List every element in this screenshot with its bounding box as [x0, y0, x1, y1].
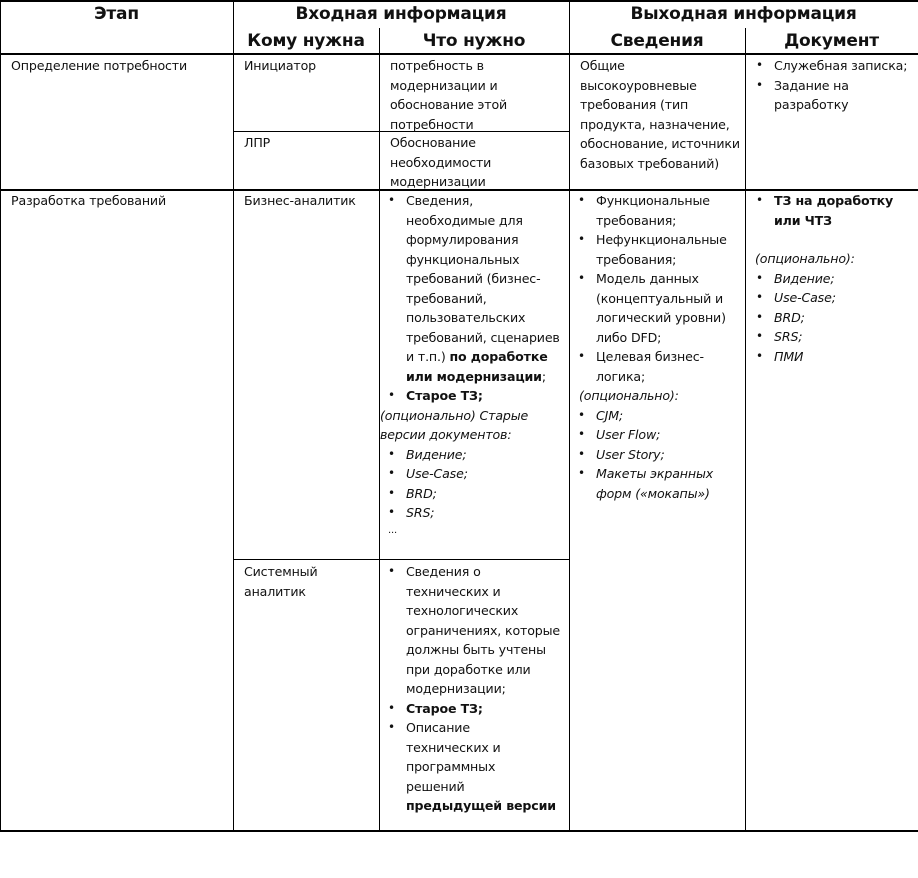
bullet-icon: •	[756, 193, 763, 207]
header-output: Выходная информация	[630, 4, 857, 24]
optional-list	[752, 269, 912, 367]
bullet-icon: •	[388, 485, 395, 500]
list-item-text: BRD;	[774, 309, 805, 325]
bullet-icon: •	[578, 427, 585, 441]
list-item-text: Сведения, необходимые для формулирования функциональных требований (бизнес-требований, пользовательских требований, сценариев и т.п.)	[406, 193, 560, 364]
list-item-text: Сведения о технических и технологических ограничениях, которые должны быть учтены при доработке или модернизации;	[406, 564, 560, 696]
document-list	[752, 191, 912, 230]
header-who: Кому нужна	[247, 31, 365, 51]
list-item	[574, 347, 742, 386]
header-stage: Этап	[94, 4, 139, 24]
list-item-text: Use-Case;	[774, 290, 836, 305]
list-item-text: Нефункциональные требования;	[596, 232, 727, 267]
list-item-text: Модель данных (концептуальный и логический уровни) либо DFD;	[596, 271, 726, 345]
what-cell: потребность в модернизации и обоснование этой потребности	[390, 58, 508, 132]
list-item-text: Целевая бизнес-логика;	[596, 349, 704, 384]
optional-list	[574, 406, 742, 504]
who-cell: Инициатор	[244, 58, 316, 73]
document-cell	[752, 56, 912, 115]
list-item-text: ;	[541, 368, 546, 384]
bullet-icon: •	[578, 407, 585, 422]
bullet-icon: •	[578, 193, 585, 207]
bullet-icon: •	[756, 290, 763, 304]
bullet-icon: •	[578, 232, 585, 246]
list-item	[752, 191, 912, 230]
list-item-text: Видение;	[406, 446, 467, 462]
list-item	[384, 445, 562, 465]
list-item	[574, 269, 742, 347]
bullet-icon: •	[578, 349, 585, 363]
list-item-bold-text: Старое ТЗ;	[406, 388, 483, 403]
list-item-text: User Story;	[596, 446, 665, 462]
list-item-text: Функциональные требования;	[596, 193, 710, 228]
optional-note: (опционально):	[579, 388, 679, 403]
list-item	[384, 191, 562, 386]
list-item	[574, 191, 742, 230]
bullet-icon: •	[756, 77, 763, 92]
bullet-icon: •	[756, 329, 763, 343]
bullet-icon: •	[388, 388, 395, 402]
list-item-bold-text: по доработке или модернизации	[406, 349, 548, 384]
info-cell: Общие высокоуровневые требования (тип продукта, назначение, обоснование, источники базовых требований)	[580, 58, 740, 171]
what-list	[384, 562, 562, 816]
header-bottom-border	[0, 53, 918, 55]
optional-note: (опционально):	[755, 251, 855, 266]
document-cell	[752, 191, 912, 366]
header-info: Сведения	[610, 31, 704, 51]
bullet-icon: •	[756, 58, 763, 72]
list-item	[384, 562, 562, 699]
list-item	[384, 718, 562, 816]
list-item-bold-text: Старое ТЗ;	[406, 700, 483, 716]
list-item	[752, 288, 912, 308]
list-item-text: ПМИ	[774, 348, 804, 364]
list-item-text: Макеты экранных форм («мокапы»)	[596, 466, 714, 501]
table-top-border	[0, 0, 918, 2]
column-divider	[233, 0, 234, 832]
bullet-icon: •	[756, 309, 763, 324]
bullet-icon: •	[388, 564, 395, 578]
what-cell	[380, 191, 562, 539]
list-item	[752, 56, 912, 76]
list-item	[574, 445, 742, 465]
list-item	[574, 406, 742, 426]
list-item	[384, 464, 562, 484]
list-item	[384, 503, 562, 523]
bullet-icon: •	[756, 348, 763, 363]
bullet-icon: •	[388, 446, 395, 461]
bullet-icon: •	[388, 700, 395, 715]
list-item-text: User Flow;	[596, 427, 661, 442]
list-item	[574, 425, 742, 445]
list-item	[752, 327, 912, 347]
what-cell: Обоснование необходимости модернизации	[390, 135, 492, 189]
bullet-icon: •	[388, 466, 395, 480]
table-left-border	[0, 0, 1, 832]
bullet-icon: •	[388, 720, 395, 734]
list-item-text: Описание технических и программных решений	[406, 720, 501, 794]
list-item-text: SRS;	[406, 505, 435, 520]
who-cell: ЛПР	[244, 135, 271, 150]
bullet-icon: •	[756, 270, 763, 285]
list-item-text: Служебная записка;	[774, 58, 908, 73]
list-item-text: Use-Case;	[406, 466, 468, 481]
optional-list	[384, 445, 562, 523]
list-item	[752, 76, 912, 115]
list-item	[752, 347, 912, 367]
list-item	[384, 699, 562, 719]
list-item	[384, 386, 562, 406]
bullet-icon: •	[578, 446, 585, 461]
list-item	[574, 464, 742, 503]
list-item	[574, 230, 742, 269]
bullet-icon: •	[388, 193, 395, 207]
list-item-bold-text: ТЗ на доработку или ЧТЗ	[774, 193, 894, 228]
header-input: Входная информация	[295, 4, 507, 24]
list-item-text: CJM;	[596, 407, 624, 423]
list-item-text: BRD;	[406, 485, 437, 501]
bullet-icon: •	[578, 271, 585, 285]
who-cell: Бизнес-аналитик	[244, 193, 356, 208]
info-cell	[574, 191, 742, 503]
what-cell	[384, 562, 562, 816]
bullet-icon: •	[578, 466, 585, 480]
list-item	[752, 308, 912, 328]
list-item-text: SRS;	[774, 329, 803, 344]
subrow-divider	[233, 559, 569, 560]
list-item-bold-text: предыдущей версии	[406, 798, 556, 813]
stage-cell: Определение потребности	[11, 58, 188, 73]
list-item-text: Видение;	[774, 270, 835, 286]
what-list	[384, 191, 562, 406]
column-divider	[569, 0, 570, 832]
table-bottom-border	[0, 830, 918, 832]
optional-note: (опционально) Старые версии документов:	[380, 407, 529, 442]
header-what: Что нужно	[422, 31, 526, 51]
list-item	[384, 484, 562, 504]
info-list	[574, 191, 742, 386]
bullet-icon: •	[388, 505, 395, 519]
header-document: Документ	[784, 31, 879, 51]
ellipsis: ...	[388, 524, 398, 536]
column-divider	[745, 28, 746, 832]
document-list	[752, 56, 912, 115]
list-item	[752, 269, 912, 289]
list-item-text: Задание на разработку	[774, 77, 849, 112]
stage-cell: Разработка требований	[11, 193, 166, 208]
who-cell: Системный аналитик	[244, 564, 318, 599]
